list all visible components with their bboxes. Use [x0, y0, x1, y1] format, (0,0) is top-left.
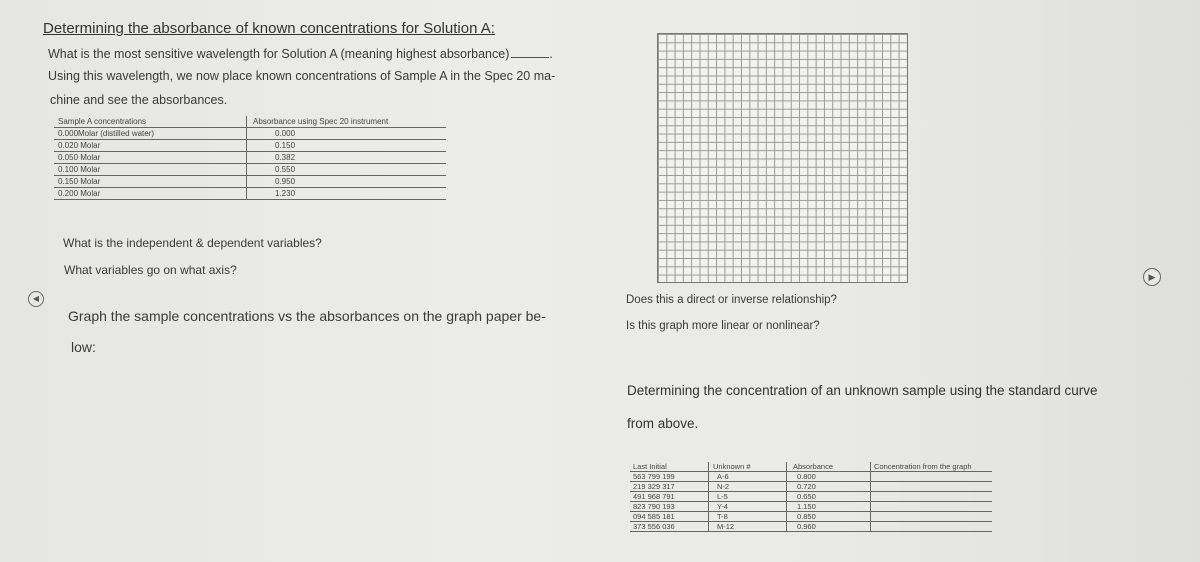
- question-place-line2: chine and see the absorbances.: [50, 93, 228, 107]
- question-graph-line1: Graph the sample concentrations vs the absorbances on the graph paper be-: [68, 308, 546, 324]
- concentration-cell: [871, 492, 993, 502]
- concentration-cell: 0.050 Molar: [54, 152, 247, 164]
- unknown-section-title-line1: Determining the concentration of an unknown sample using the standard curve: [627, 383, 1098, 398]
- concentration-cell: 0.100 Molar: [54, 164, 247, 176]
- concentration-cell: [871, 472, 993, 482]
- unknown-samples-table: [630, 462, 992, 532]
- unknown-section-title-line2: from above.: [627, 416, 699, 431]
- unknown-cell: M-12: [709, 522, 787, 532]
- unknown-cell: T-8: [709, 512, 787, 522]
- question-linear: Is this graph more linear or nonlinear?: [626, 320, 820, 332]
- table-header-row: [630, 462, 992, 472]
- table-header-row: [54, 116, 446, 128]
- table-row: [54, 188, 446, 200]
- initial-cell: 563 799 199: [630, 472, 709, 482]
- known-concentrations-table: [54, 116, 446, 200]
- header-cell: Sample A concentrations: [54, 116, 247, 128]
- table-row: [630, 512, 992, 522]
- initial-cell: 219 329 317: [630, 482, 709, 492]
- table-row: [54, 128, 446, 140]
- absorbance-cell: 1.150: [787, 502, 871, 512]
- table-row: [54, 152, 446, 164]
- concentration-cell: [871, 482, 993, 492]
- initial-cell: 373 556 036: [630, 522, 709, 532]
- table-row: [54, 140, 446, 152]
- absorbance-cell: 0.382: [247, 152, 447, 164]
- absorbance-cell: 0.950: [247, 176, 447, 188]
- concentration-cell: [871, 512, 993, 522]
- table-row: [630, 472, 992, 482]
- absorbance-cell: 0.550: [247, 164, 447, 176]
- answer-blank: [511, 57, 549, 58]
- absorbance-cell: 0.650: [787, 492, 871, 502]
- absorbance-cell: 0.720: [787, 482, 871, 492]
- question-wavelength: What is the most sensitive wavelength for Solution A (meaning highest absorbance) .: [48, 47, 553, 61]
- chevron-right-icon[interactable]: ▶: [1143, 268, 1161, 286]
- concentration-cell: 0.200 Molar: [54, 188, 247, 200]
- table-row: [630, 502, 992, 512]
- unknown-cell: L-5: [709, 492, 787, 502]
- section-title: Determining the absorbance of known concentrations for Solution A:: [43, 20, 495, 37]
- question-axis: What variables go on what axis?: [64, 263, 237, 277]
- concentration-cell: 0.150 Molar: [54, 176, 247, 188]
- table-row: [630, 522, 992, 532]
- table-row: [54, 176, 446, 188]
- table-row: [54, 164, 446, 176]
- unknown-cell: N-2: [709, 482, 787, 492]
- header-cell: Concentration from the graph: [871, 462, 993, 472]
- absorbance-cell: 1.230: [247, 188, 447, 200]
- header-cell: Unknown #: [709, 462, 787, 472]
- concentration-cell: 0.000Molar (distilled water): [54, 128, 247, 140]
- unknown-cell: A-6: [709, 472, 787, 482]
- absorbance-cell: 0.960: [787, 522, 871, 532]
- header-cell: Last Initial: [630, 462, 709, 472]
- concentration-cell: [871, 502, 993, 512]
- table-row: [630, 492, 992, 502]
- chevron-left-icon[interactable]: ◀: [28, 291, 44, 307]
- question-variables: What is the independent & dependent variables?: [63, 236, 322, 250]
- graph-paper: [657, 33, 908, 283]
- absorbance-cell: 0.000: [247, 128, 447, 140]
- absorbance-cell: 0.850: [787, 512, 871, 522]
- initial-cell: 094 585 181: [630, 512, 709, 522]
- question-graph-line2: low:: [71, 339, 96, 355]
- initial-cell: 823 790 193: [630, 502, 709, 512]
- concentration-cell: [871, 522, 993, 532]
- absorbance-cell: 0.150: [247, 140, 447, 152]
- question-relationship: Does this a direct or inverse relationship?: [626, 294, 837, 306]
- initial-cell: 491 968 791: [630, 492, 709, 502]
- header-cell: Absorbance using Spec 20 instrument: [247, 116, 447, 128]
- concentration-cell: 0.020 Molar: [54, 140, 247, 152]
- absorbance-cell: 0.800: [787, 472, 871, 482]
- header-cell: Absorbance: [787, 462, 871, 472]
- table-row: [630, 482, 992, 492]
- question-place-line1: Using this wavelength, we now place known concentrations of Sample A in the Spec 20 ma-: [48, 69, 556, 83]
- unknown-cell: Y-4: [709, 502, 787, 512]
